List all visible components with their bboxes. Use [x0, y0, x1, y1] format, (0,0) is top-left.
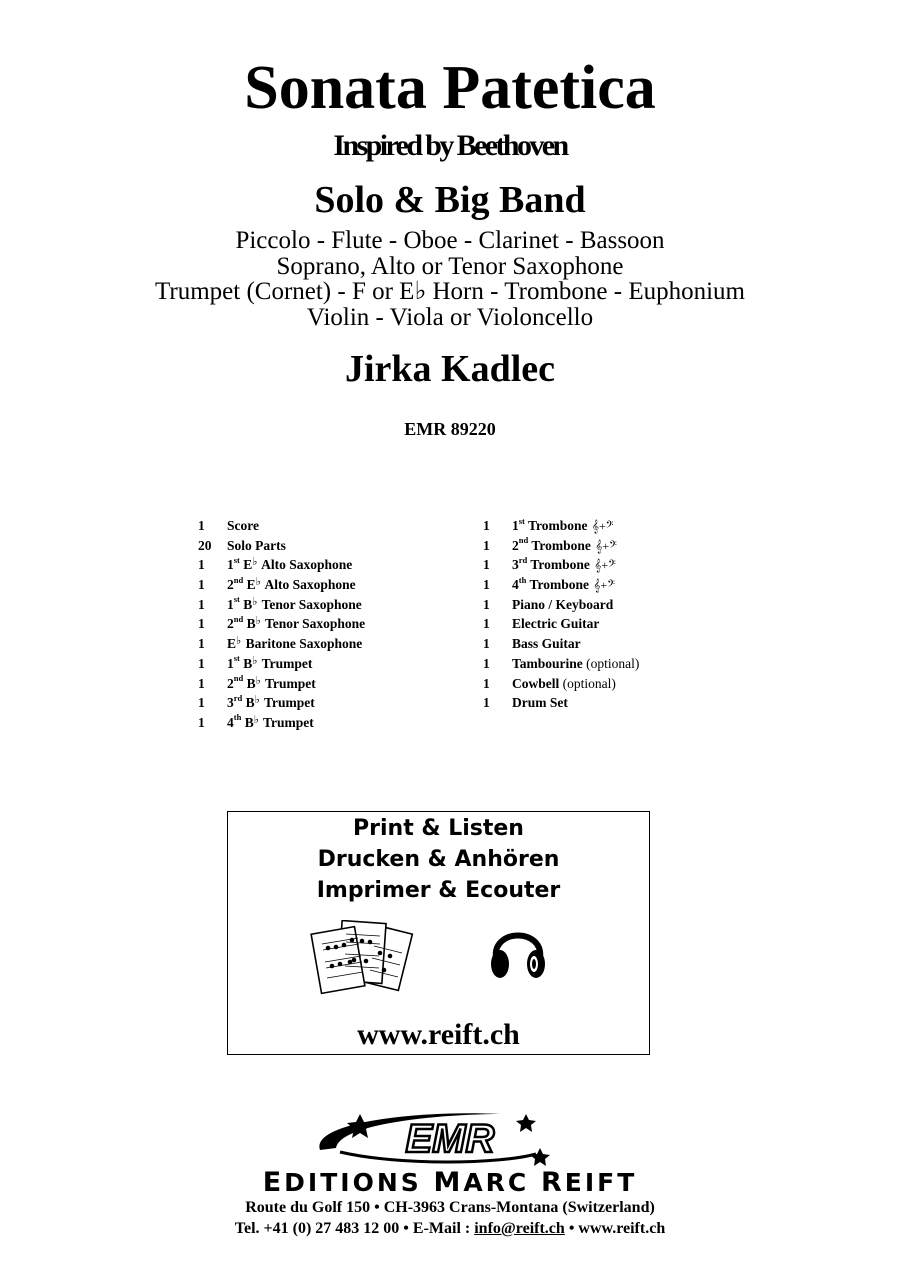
- part-row: [483, 516, 743, 536]
- part-note: (optional): [586, 655, 640, 671]
- flat-symbol: ♭: [252, 595, 258, 608]
- part-ordinal-suffix: th: [518, 574, 527, 585]
- parts-list-left: [198, 516, 478, 733]
- promo-line-french: Imprimer & Ecouter: [316, 878, 561, 903]
- part-quantity: 1: [198, 616, 205, 632]
- part-name: [227, 516, 259, 536]
- part-key: E: [227, 636, 237, 652]
- publisher-address: Route du Golf 150 • CH-3963 Crans-Montana (Switzerland): [245, 1199, 655, 1216]
- part-ordinal-suffix: nd: [233, 574, 244, 585]
- title: Sonata Patetica: [244, 54, 656, 122]
- part-key: E: [246, 577, 256, 593]
- catalog-number: EMR 89220: [404, 419, 496, 439]
- part-instrument: Trombone: [530, 557, 590, 573]
- part-ordinal-number: 3: [227, 695, 234, 711]
- part-quantity: 1: [483, 557, 490, 573]
- ensemble: Solo & Big Band: [314, 179, 586, 221]
- print-listen-box: [227, 811, 650, 1055]
- part-row: [198, 614, 478, 634]
- part-quantity: 1: [198, 636, 205, 652]
- part-instrument: Tenor Saxophone: [261, 596, 362, 612]
- flat-symbol: ♭: [252, 654, 258, 667]
- part-ordinal-suffix: rd: [518, 554, 528, 565]
- flat-symbol: ♭: [236, 635, 242, 648]
- part-quantity: 1: [198, 577, 205, 593]
- part-name: [512, 516, 614, 537]
- part-instrument: Bass Guitar: [512, 636, 581, 652]
- part-name: [512, 555, 616, 576]
- clef-icons: 𝄞+𝄢: [591, 519, 614, 533]
- part-name: [512, 654, 639, 674]
- part-instrument: Alto Saxophone: [264, 577, 356, 593]
- part-quantity: 1: [198, 714, 205, 730]
- part-ordinal-number: 1: [227, 655, 234, 671]
- part-quantity: 1: [483, 577, 490, 593]
- part-row: [483, 555, 743, 575]
- part-row: [483, 654, 743, 674]
- part-quantity: 20: [198, 537, 212, 553]
- part-name: [512, 693, 568, 713]
- part-name: [227, 575, 356, 597]
- part-quantity: 1: [483, 695, 490, 711]
- emr-logo-text: EMR: [405, 1117, 495, 1161]
- instrument-line: Violin - Viola or Violoncello: [306, 303, 594, 331]
- part-ordinal-suffix: nd: [518, 535, 529, 546]
- part-instrument: Alto Saxophone: [261, 557, 353, 573]
- part-ordinal-suffix: st: [233, 554, 240, 565]
- part-instrument: Tenor Saxophone: [264, 616, 366, 632]
- part-quantity: 1: [483, 537, 490, 553]
- part-ordinal-number: 3: [512, 557, 519, 573]
- part-quantity: 1: [198, 655, 205, 671]
- part-name: [512, 575, 615, 596]
- part-name: [227, 555, 352, 577]
- part-key: B: [243, 655, 253, 671]
- part-quantity: 1: [198, 695, 205, 711]
- part-quantity: 1: [483, 518, 490, 533]
- instrument-list: [0, 228, 900, 330]
- part-row: [483, 693, 743, 713]
- part-quantity: 1: [198, 518, 205, 533]
- flat-symbol: ♭: [254, 694, 260, 707]
- part-ordinal-suffix: nd: [233, 613, 244, 624]
- emr-logo: [300, 1108, 600, 1170]
- flat-symbol: ♭: [252, 556, 258, 569]
- contact-tel: Tel. +41 (0) 27 483 12 00 • E-Mail :: [234, 1220, 475, 1237]
- part-ordinal-number: 2: [227, 675, 234, 691]
- part-row: [483, 614, 743, 634]
- sheet-music-icon: [310, 920, 420, 998]
- part-name: [512, 536, 617, 557]
- part-ordinal-suffix: st: [233, 594, 240, 605]
- part-ordinal-number: 2: [512, 537, 519, 553]
- publisher-name-initial: E: [262, 1167, 285, 1198]
- flat-symbol: ♭: [253, 713, 259, 726]
- part-ordinal-number: 1: [512, 518, 519, 533]
- part-name: [512, 614, 599, 634]
- part-ordinal-suffix: st: [233, 653, 240, 664]
- part-row: [198, 634, 478, 654]
- promo-line-english: Print & Listen: [353, 816, 524, 841]
- part-ordinal-suffix: rd: [233, 692, 243, 703]
- email-link[interactable]: info@reift.ch: [474, 1220, 565, 1237]
- part-key: B: [244, 714, 254, 730]
- parts-list-right: [483, 516, 743, 713]
- part-row: [198, 536, 478, 556]
- website-link[interactable]: www.reift.ch: [357, 1018, 520, 1051]
- part-name: [227, 595, 362, 617]
- part-instrument: Trumpet: [263, 695, 315, 711]
- promo-line-german: Drucken & Anhören: [317, 847, 560, 872]
- part-row: [198, 654, 478, 674]
- composer: Jirka Kadlec: [344, 348, 556, 390]
- part-name: [227, 614, 365, 636]
- part-key: E: [243, 557, 253, 573]
- part-instrument: Trombone: [528, 518, 588, 533]
- part-instrument: Tambourine: [512, 655, 583, 671]
- part-name: [227, 536, 286, 556]
- contact-website: • www.reift.ch: [564, 1220, 666, 1237]
- part-ordinal-number: 4: [512, 577, 519, 593]
- part-ordinal-number: 4: [227, 714, 234, 730]
- flat-symbol: ♭: [255, 576, 261, 589]
- part-instrument: Trumpet: [264, 675, 316, 691]
- part-name: [227, 713, 314, 735]
- part-instrument: Trombone: [531, 537, 591, 553]
- publisher-contact: [0, 1218, 900, 1240]
- instrument-line: Soprano, Alto or Tenor Saxophone: [276, 252, 624, 280]
- part-name: [227, 674, 316, 696]
- clef-icons: 𝄞+𝄢: [594, 558, 616, 573]
- part-instrument: Electric Guitar: [512, 616, 600, 632]
- part-instrument: Solo Parts: [227, 537, 286, 553]
- part-instrument: Trombone: [529, 577, 589, 593]
- part-row: [483, 674, 743, 694]
- part-row: [198, 674, 478, 694]
- part-instrument: Drum Set: [512, 695, 568, 711]
- part-quantity: 1: [483, 596, 490, 612]
- part-row: [198, 575, 478, 595]
- part-instrument: Trumpet: [261, 655, 313, 671]
- part-ordinal-suffix: nd: [233, 673, 244, 683]
- part-ordinal-number: 2: [227, 616, 234, 632]
- publisher-name-part: EIFT: [564, 1168, 638, 1197]
- part-instrument: Score: [227, 518, 259, 533]
- part-name: [227, 634, 362, 656]
- part-ordinal-number: 1: [227, 596, 234, 612]
- part-quantity: 1: [198, 596, 205, 612]
- instrument-line: Trumpet (Cornet) - F or E♭ Horn - Trombone - Euphonium: [154, 278, 745, 305]
- part-name: [512, 634, 581, 654]
- publisher-name: [0, 1168, 900, 1198]
- part-row: [198, 693, 478, 713]
- part-row: [198, 555, 478, 575]
- part-row: [483, 595, 743, 615]
- clef-icons: 𝄞+𝄢: [595, 538, 617, 553]
- instrument-line: Piccolo - Flute - Oboe - Clarinet - Bassoon: [235, 227, 665, 254]
- part-key: B: [245, 695, 255, 711]
- publisher-name-initial: M: [433, 1167, 464, 1198]
- part-quantity: 1: [483, 616, 490, 632]
- part-instrument: Baritone Saxophone: [245, 636, 363, 652]
- part-row: [483, 575, 743, 595]
- part-quantity: 1: [483, 675, 490, 691]
- part-name: [512, 595, 613, 615]
- part-instrument: Trumpet: [263, 714, 314, 730]
- part-quantity: 1: [198, 675, 205, 691]
- part-instrument: Piano / Keyboard: [512, 596, 614, 612]
- part-ordinal-number: 1: [227, 557, 234, 573]
- headphones-icon: [486, 920, 550, 982]
- part-row: [198, 516, 478, 536]
- part-quantity: 1: [483, 636, 490, 652]
- publisher-name-part: ARC: [463, 1168, 541, 1197]
- flat-symbol: ♭: [255, 615, 261, 628]
- part-row: [483, 536, 743, 556]
- part-ordinal-number: 2: [227, 577, 234, 593]
- part-quantity: 1: [483, 655, 490, 671]
- part-ordinal-suffix: th: [233, 712, 242, 723]
- part-name: [512, 674, 616, 694]
- clef-icons: 𝄞+𝄢: [593, 578, 615, 593]
- part-note: (optional): [562, 675, 616, 691]
- part-row: [198, 595, 478, 615]
- subtitle: Inspired by Beethoven: [333, 129, 567, 162]
- part-key: B: [243, 596, 253, 612]
- part-row: [198, 713, 478, 733]
- part-instrument: Cowbell: [512, 675, 560, 691]
- part-ordinal-suffix: st: [518, 515, 525, 526]
- part-row: [483, 634, 743, 654]
- part-key: B: [246, 675, 256, 691]
- flat-symbol: ♭: [255, 674, 261, 687]
- publisher-name-initial: R: [540, 1167, 565, 1198]
- publisher-name-part: DITIONS: [284, 1168, 434, 1197]
- part-key: B: [246, 616, 256, 632]
- part-quantity: 1: [198, 557, 205, 573]
